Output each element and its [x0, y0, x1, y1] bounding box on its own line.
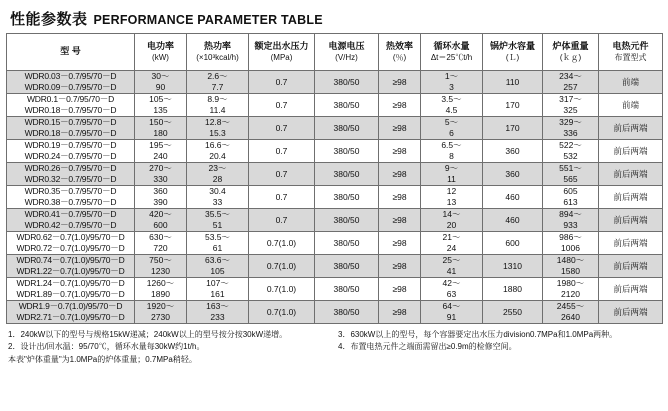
- table-header-row: [7, 34, 663, 71]
- cell-eff: ≥98: [379, 117, 421, 140]
- col-efficiency: 热效率 (％): [379, 34, 421, 71]
- cell-power: 195～ 240: [135, 140, 187, 163]
- cell-power: 420～ 600: [135, 209, 187, 232]
- col-body-weight: 炉体重量 (ｋｇ): [543, 34, 599, 71]
- note-item: 1．240kW以下的型号与规格15kW递减；240kW以上的型号按分按30kW递增。: [8, 330, 288, 339]
- cell-power: 1920～ 2730: [135, 301, 187, 324]
- cell-capacity: 460: [483, 186, 543, 209]
- cell-pressure: 0.7: [249, 71, 315, 94]
- cell-eff: ≥98: [379, 71, 421, 94]
- notes-right: [332, 329, 662, 353]
- cell-capacity: 460: [483, 209, 543, 232]
- cell-pressure: 0.7: [249, 163, 315, 186]
- table-header: [7, 34, 663, 71]
- cell-pressure: 0.7: [249, 117, 315, 140]
- cell-layout: 前端: [599, 94, 663, 117]
- performance-table: [6, 33, 663, 324]
- cell-eff: ≥98: [379, 209, 421, 232]
- cell-layout: 前后两端: [599, 278, 663, 301]
- cell-flow: 6.5～ 8: [421, 140, 483, 163]
- table-row: [7, 94, 663, 117]
- cell-capacity: 170: [483, 117, 543, 140]
- cell-power: 360 390: [135, 186, 187, 209]
- col-water-capacity: 锅炉水容量 (Ｌ): [483, 34, 543, 71]
- cell-flow: 14～ 20: [421, 209, 483, 232]
- cell-pressure: 0.7(1.0): [249, 232, 315, 255]
- cell-heat: 107～ 161: [187, 278, 249, 301]
- table-row: [7, 186, 663, 209]
- cell-layout: 前后两端: [599, 140, 663, 163]
- cell-pressure: 0.7: [249, 186, 315, 209]
- cell-heat: 163～ 233: [187, 301, 249, 324]
- cell-weight: 317～ 325: [543, 94, 599, 117]
- cell-capacity: 2550: [483, 301, 543, 324]
- page-title: [6, 6, 662, 33]
- cell-heat: 35.5～ 51: [187, 209, 249, 232]
- notes-block: [6, 329, 662, 353]
- cell-heat: 16.6～ 20.4: [187, 140, 249, 163]
- cell-model: WDR0.03－0.7/95/70－D WDR0.09－0.7/95/70－D: [7, 71, 135, 94]
- cell-pressure: 0.7: [249, 209, 315, 232]
- col-circulating-water: 循环水量 Δt＝25℃t/h: [421, 34, 483, 71]
- cell-capacity: 1310: [483, 255, 543, 278]
- cell-power: 150～ 180: [135, 117, 187, 140]
- cell-layout: 前后两端: [599, 301, 663, 324]
- cell-model: WDR0.35－0.7/95/70－D WDR0.38－0.7/95/70－D: [7, 186, 135, 209]
- cell-capacity: 1880: [483, 278, 543, 301]
- cell-model: WDR1.24－0.7(1.0)/95/70－D WDR1.89－0.7(1.0)/95/70－D: [7, 278, 135, 301]
- cell-flow: 1～ 3: [421, 71, 483, 94]
- cell-heat: 8.9～ 11.4: [187, 94, 249, 117]
- cell-pressure: 0.7: [249, 140, 315, 163]
- cell-power: 1260～ 1890: [135, 278, 187, 301]
- cell-weight: 522～ 532: [543, 140, 599, 163]
- cell-model: WDR0.19－0.7/95/70－D WDR0.24－0.7/95/70－D: [7, 140, 135, 163]
- cell-voltage: 380/50: [315, 278, 379, 301]
- cell-capacity: 170: [483, 94, 543, 117]
- cell-eff: ≥98: [379, 140, 421, 163]
- col-electric-power: 电功率 (kW): [135, 34, 187, 71]
- cell-capacity: 110: [483, 71, 543, 94]
- cell-eff: ≥98: [379, 186, 421, 209]
- col-rated-pressure: 额定出水压力 (MPa): [249, 34, 315, 71]
- note-item: 3．630kW以上的型号，每个容器要定出水压力division0.7MPa和1.0MPa两种。: [338, 330, 618, 339]
- cell-heat: 30.4 33: [187, 186, 249, 209]
- cell-power: 105～ 135: [135, 94, 187, 117]
- cell-layout: 前后两端: [599, 117, 663, 140]
- cell-weight: 329～ 336: [543, 117, 599, 140]
- cell-voltage: 380/50: [315, 117, 379, 140]
- cell-model: WDR0.41－0.7/95/70－D WDR0.42－0.7/95/70－D: [7, 209, 135, 232]
- note-item: 2．设计出/回水温：95/70℃，循环水量每30kW约1t/h。: [8, 342, 205, 351]
- cell-heat: 53.5～ 61: [187, 232, 249, 255]
- cell-model: WDR0.26－0.7/95/70－D WDR0.32－0.7/95/70－D: [7, 163, 135, 186]
- cell-weight: 894～ 933: [543, 209, 599, 232]
- cell-flow: 42～ 63: [421, 278, 483, 301]
- note-item: 4．布置电热元件之端面需留出≥0.9m的检修空间。: [338, 342, 517, 351]
- cell-power: 750～ 1230: [135, 255, 187, 278]
- cell-voltage: 380/50: [315, 301, 379, 324]
- cell-weight: 234～ 257: [543, 71, 599, 94]
- cell-flow: 64～ 91: [421, 301, 483, 324]
- cell-voltage: 380/50: [315, 94, 379, 117]
- cell-weight: 2455～ 2640: [543, 301, 599, 324]
- cell-power: 270～ 330: [135, 163, 187, 186]
- cell-eff: ≥98: [379, 94, 421, 117]
- cell-model: WDR0.1－0.7/95/70－D WDR0.18－0.7/95/70－D: [7, 94, 135, 117]
- page-title-en: PERFORMANCE PARAMETER TABLE: [93, 13, 323, 27]
- cell-voltage: 380/50: [315, 140, 379, 163]
- cell-voltage: 380/50: [315, 71, 379, 94]
- cell-power: 630～ 720: [135, 232, 187, 255]
- cell-heat: 12.8～ 15.3: [187, 117, 249, 140]
- cell-model: WDR0.15－0.7/95/70－D WDR0.18－0.7/95/70－D: [7, 117, 135, 140]
- cell-model: WDR1.9－0.7(1.0)/95/70－D WDR2.71－0.7(1.0)/95/70－D: [7, 301, 135, 324]
- cell-flow: 21～ 24: [421, 232, 483, 255]
- cell-eff: ≥98: [379, 255, 421, 278]
- cell-pressure: 0.7(1.0): [249, 278, 315, 301]
- cell-weight: 1480～ 1580: [543, 255, 599, 278]
- cell-pressure: 0.7(1.0): [249, 255, 315, 278]
- cell-eff: ≥98: [379, 232, 421, 255]
- col-thermal-power: 热功率 (×10³kcal/h): [187, 34, 249, 71]
- cell-flow: 3.5～ 4.5: [421, 94, 483, 117]
- table-row: [7, 232, 663, 255]
- cell-eff: ≥98: [379, 163, 421, 186]
- cell-layout: 前端: [599, 71, 663, 94]
- cell-layout: 前后两端: [599, 255, 663, 278]
- cell-eff: ≥98: [379, 278, 421, 301]
- cell-layout: 前后两端: [599, 232, 663, 255]
- cell-layout: 前后两端: [599, 186, 663, 209]
- cell-power: 30～ 90: [135, 71, 187, 94]
- cell-heat: 23～ 28: [187, 163, 249, 186]
- notes-left: [8, 329, 332, 353]
- cell-voltage: 380/50: [315, 163, 379, 186]
- cell-weight: 605 613: [543, 186, 599, 209]
- table-row: [7, 163, 663, 186]
- table-row: [7, 71, 663, 94]
- col-voltage: 电源电压 (V/Hz): [315, 34, 379, 71]
- cell-flow: 12 13: [421, 186, 483, 209]
- page-title-cn: 性能参数表: [10, 11, 88, 28]
- cell-heat: 63.6～ 105: [187, 255, 249, 278]
- cell-pressure: 0.7: [249, 94, 315, 117]
- cell-layout: 前后两端: [599, 209, 663, 232]
- cell-pressure: 0.7(1.0): [249, 301, 315, 324]
- cell-weight: 986～ 1006: [543, 232, 599, 255]
- col-element-layout: 电热元件 布置型式: [599, 34, 663, 71]
- table-row: [7, 117, 663, 140]
- table-row: [7, 278, 663, 301]
- cell-weight: 1980～ 2120: [543, 278, 599, 301]
- cell-capacity: 360: [483, 140, 543, 163]
- table-row: [7, 209, 663, 232]
- cell-heat: 2.6～ 7.7: [187, 71, 249, 94]
- cell-flow: 5～ 6: [421, 117, 483, 140]
- cell-voltage: 380/50: [315, 209, 379, 232]
- cell-capacity: 360: [483, 163, 543, 186]
- cell-voltage: 380/50: [315, 255, 379, 278]
- cell-voltage: 380/50: [315, 186, 379, 209]
- table-row: [7, 140, 663, 163]
- note-footer: 本表"炉体重量"为1.0MPa的炉体重量；0.7MPa稍轻。: [8, 355, 197, 364]
- cell-weight: 551～ 565: [543, 163, 599, 186]
- cell-voltage: 380/50: [315, 232, 379, 255]
- cell-model: WDR0.62－0.7(1.0)/95/70－D WDR0.72－0.7(1.0)/95/70－D: [7, 232, 135, 255]
- table-row: [7, 255, 663, 278]
- cell-model: WDR0.74－0.7(1.0)/95/70－D WDR1.22－0.7(1.0)/95/70－D: [7, 255, 135, 278]
- cell-capacity: 600: [483, 232, 543, 255]
- cell-layout: 前后两端: [599, 163, 663, 186]
- table-row: [7, 301, 663, 324]
- cell-flow: 9～ 11: [421, 163, 483, 186]
- cell-flow: 25～ 41: [421, 255, 483, 278]
- table-body: [7, 71, 663, 324]
- cell-eff: ≥98: [379, 301, 421, 324]
- col-model: 型 号: [7, 34, 135, 71]
